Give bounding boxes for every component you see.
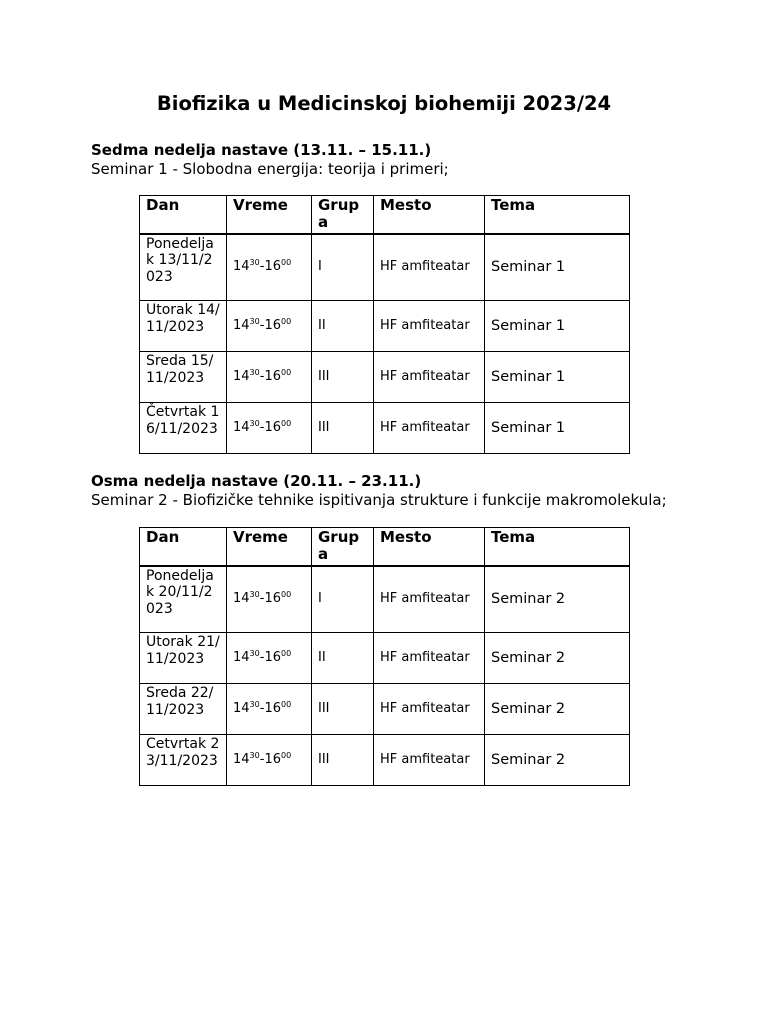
topic-cell: Seminar 2 xyxy=(485,566,630,633)
schedule-table xyxy=(139,527,630,786)
place-cell: HF amfiteatar xyxy=(374,403,485,454)
time-end-hour: 16 xyxy=(264,317,281,333)
time-end-hour: 16 xyxy=(264,649,281,665)
time-start-hour: 14 xyxy=(233,700,250,716)
place-cell: HF amfiteatar xyxy=(374,566,485,633)
time-start-minutes: 30 xyxy=(249,590,260,599)
topic-cell: Seminar 2 xyxy=(485,735,630,786)
time-start-minutes: 30 xyxy=(249,258,260,267)
week-subtitle: Seminar 1 - Slobodna energija: teorija i primeri; xyxy=(91,160,449,178)
time-cell: $14^{30}-16^{00}$ xyxy=(227,566,312,633)
time-start-hour: 14 xyxy=(233,751,250,767)
column-header-place: Mesto xyxy=(374,528,485,566)
time-end-minutes: 00 xyxy=(280,418,292,428)
column-header-topic: Tema xyxy=(485,196,630,234)
topic-cell: Seminar 2 xyxy=(485,684,630,735)
time-cell: $14^{30}-16^{00}$ xyxy=(227,735,312,786)
time-end-minutes: 00 xyxy=(280,367,292,377)
time-cell: $14^{30}-16^{00}$ xyxy=(227,403,312,454)
column-header-topic: Tema xyxy=(485,528,630,566)
topic-cell: Seminar 1 xyxy=(485,352,630,403)
time-cell: $14^{30}-16^{00}$ xyxy=(227,684,312,735)
place-cell: HF amfiteatar xyxy=(374,301,485,352)
column-header-group: Grup a xyxy=(312,528,374,566)
time-start-minutes: 30 xyxy=(249,316,260,326)
time-end-minutes: 00 xyxy=(280,648,292,658)
place-cell: HF amfiteatar xyxy=(374,234,485,301)
table-row xyxy=(140,352,630,403)
group-cell: II xyxy=(312,633,374,684)
time-cell: $14^{30}-16^{00}$ xyxy=(227,633,312,684)
day-cell: Sreda 15/11/2023 xyxy=(140,352,227,403)
group-cell: III xyxy=(312,684,374,735)
group-cell: I xyxy=(312,234,374,301)
time-cell: $14^{30}-16^{00}$ xyxy=(227,234,312,301)
time-start-hour: 14 xyxy=(233,368,250,384)
place-cell: HF amfiteatar xyxy=(374,684,485,735)
time-end-minutes: 00 xyxy=(280,750,292,760)
group-cell: III xyxy=(312,403,374,454)
day-cell: Ponedeljak 13/11/2023 xyxy=(140,234,227,301)
table-row xyxy=(140,234,630,301)
column-header-time: Vreme xyxy=(227,196,312,234)
time-cell: $14^{30}-16^{00}$ xyxy=(227,352,312,403)
time-start-hour: 14 xyxy=(233,317,250,333)
week-subtitle: Seminar 2 - Biofizičke tehnike ispitivanja strukture i funkcije makromolekula; xyxy=(91,491,667,509)
table-row xyxy=(140,735,630,786)
place-cell: HF amfiteatar xyxy=(374,352,485,403)
time-end-hour: 16 xyxy=(264,368,281,384)
column-header-place: Mesto xyxy=(374,196,485,234)
column-header-time: Vreme xyxy=(227,528,312,566)
group-cell: I xyxy=(312,566,374,633)
week-section xyxy=(91,472,731,510)
time-end-minutes: 00 xyxy=(280,699,292,709)
column-header-group: Grup a xyxy=(312,196,374,234)
time-start-hour: 14 xyxy=(233,649,250,665)
time-start-hour: 14 xyxy=(233,419,250,435)
time-end-hour: 16 xyxy=(264,591,281,606)
day-cell: Utorak 14/11/2023 xyxy=(140,301,227,352)
day-cell: Cetvrtak 23/11/2023 xyxy=(140,735,227,786)
topic-cell: Seminar 2 xyxy=(485,633,630,684)
time-start-hour: 14 xyxy=(233,259,250,274)
table-row xyxy=(140,566,630,633)
week-heading: Sedma nedelja nastave (13.11. – 15.11.) xyxy=(91,141,432,159)
topic-cell: Seminar 1 xyxy=(485,234,630,301)
table-row xyxy=(140,403,630,454)
time-start-minutes: 30 xyxy=(249,699,260,709)
page-title: Biofizika u Medicinskoj biohemiji 2023/24 xyxy=(156,92,612,115)
time-end-hour: 16 xyxy=(264,259,281,274)
day-cell: Utorak 21/11/2023 xyxy=(140,633,227,684)
time-start-minutes: 30 xyxy=(249,648,260,658)
topic-cell: Seminar 1 xyxy=(485,301,630,352)
time-end-minutes: 00 xyxy=(280,258,292,267)
time-end-hour: 16 xyxy=(264,751,281,767)
time-start-minutes: 30 xyxy=(249,367,260,377)
column-header-day: Dan xyxy=(140,528,227,566)
table-row xyxy=(140,633,630,684)
day-cell: Sreda 22/11/2023 xyxy=(140,684,227,735)
topic-cell: Seminar 1 xyxy=(485,403,630,454)
time-start-minutes: 30 xyxy=(249,418,260,428)
time-end-hour: 16 xyxy=(264,419,281,435)
time-start-minutes: 30 xyxy=(249,750,260,760)
table-row xyxy=(140,684,630,735)
time-end-minutes: 00 xyxy=(280,590,292,599)
time-start-hour: 14 xyxy=(233,591,250,606)
group-cell: III xyxy=(312,735,374,786)
time-end-hour: 16 xyxy=(264,700,281,716)
week-heading: Osma nedelja nastave (20.11. – 23.11.) xyxy=(91,472,422,490)
schedule-table xyxy=(139,195,630,454)
day-cell: Ponedeljak 20/11/2023 xyxy=(140,566,227,633)
place-cell: HF amfiteatar xyxy=(374,633,485,684)
day-cell: Četvrtak 16/11/2023 xyxy=(140,403,227,454)
time-end-minutes: 00 xyxy=(280,316,292,326)
table-row xyxy=(140,301,630,352)
column-header-day: Dan xyxy=(140,196,227,234)
group-cell: II xyxy=(312,301,374,352)
group-cell: III xyxy=(312,352,374,403)
week-section xyxy=(91,141,731,179)
time-cell: $14^{30}-16^{00}$ xyxy=(227,301,312,352)
place-cell: HF amfiteatar xyxy=(374,735,485,786)
